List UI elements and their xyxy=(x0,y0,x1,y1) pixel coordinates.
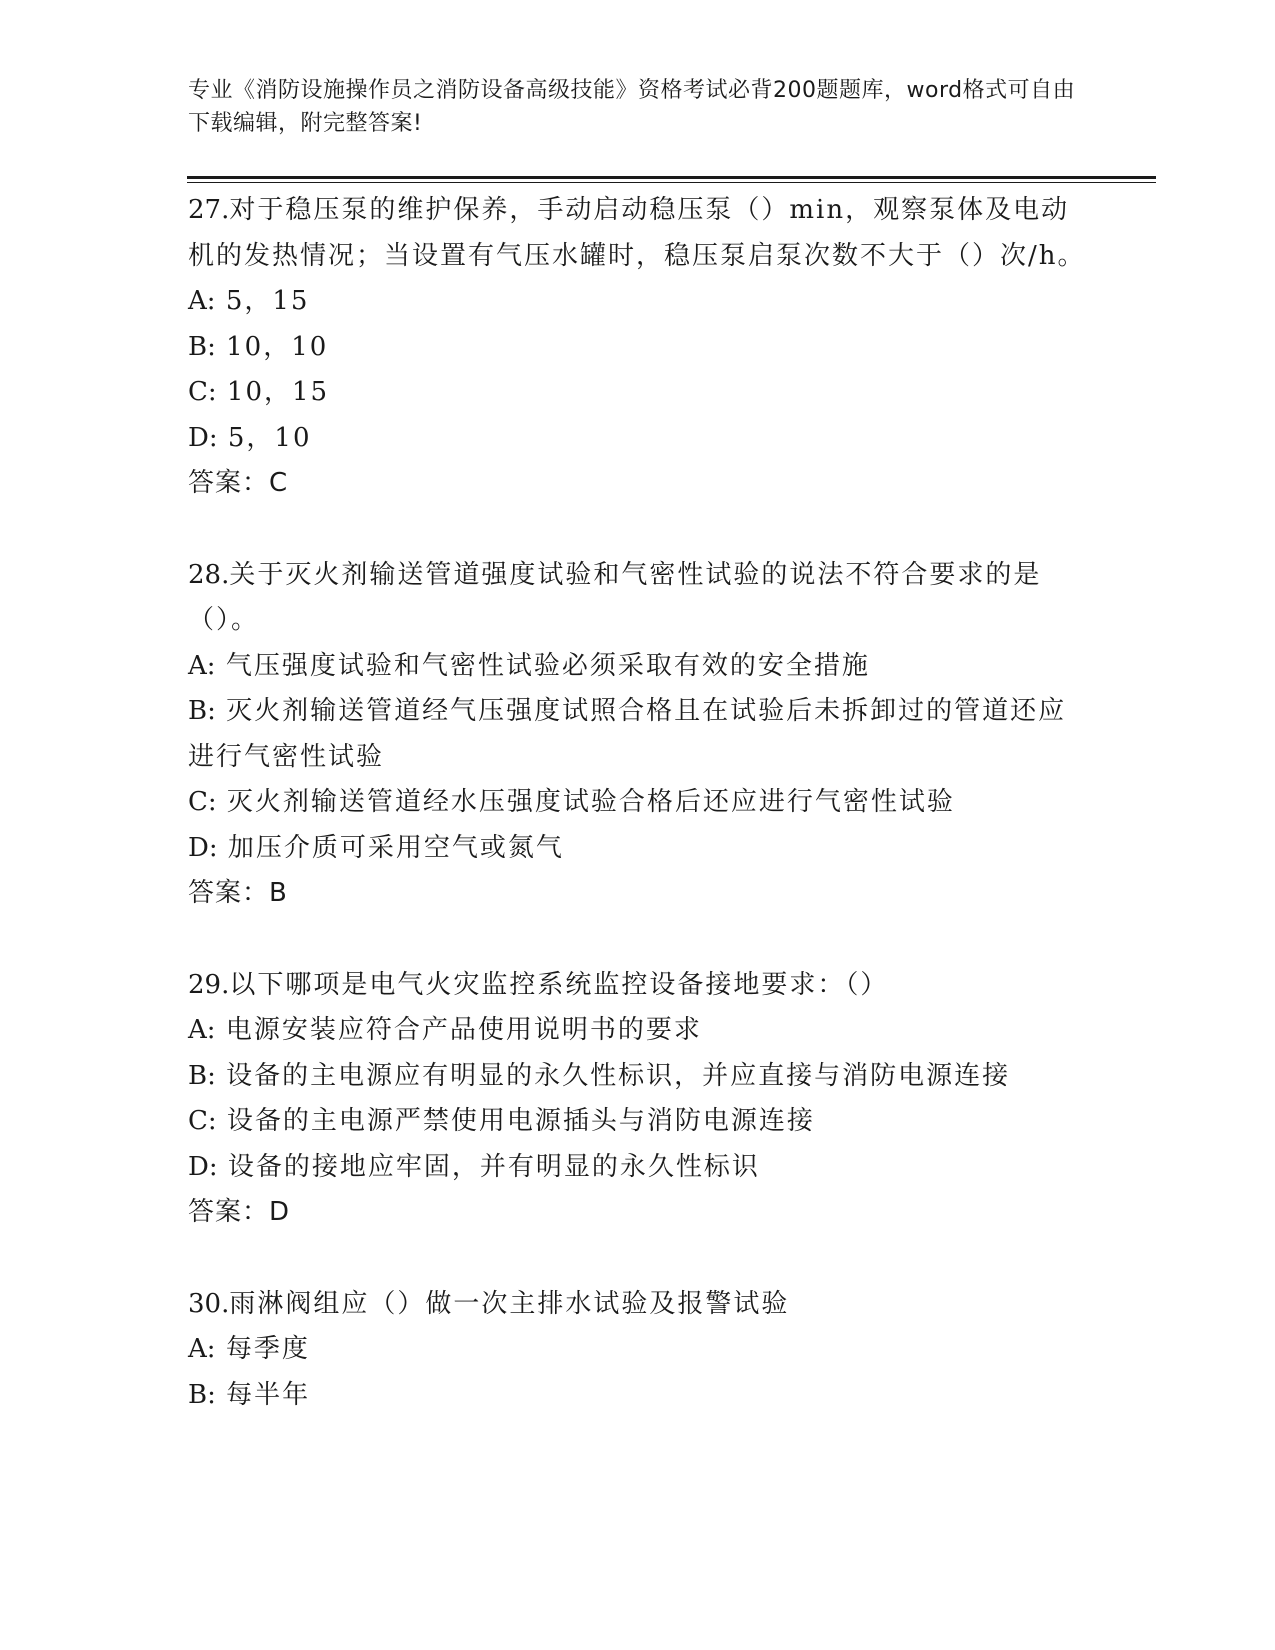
option-key: C: xyxy=(188,787,217,817)
option-a xyxy=(188,644,1088,690)
option-text: 10，10 xyxy=(226,331,329,362)
question-stem xyxy=(188,553,1088,644)
option-c xyxy=(188,370,1088,416)
question-stem xyxy=(188,188,1088,279)
question-number: 27. xyxy=(188,195,230,225)
option-text: 灭火剂输送管道经水压强度试验合格后还应进行气密性试验 xyxy=(226,787,955,817)
question-29 xyxy=(188,963,1088,1236)
header-intro-text: 专业《消防设施操作员之消防设备高级技能》资格考试必背200题题库，word格式可自由下载编辑，附完整答案! xyxy=(188,78,1076,136)
question-text: 关于灭火剂输送管道强度试验和气密性试验的说法不符合要求的是（）。 xyxy=(188,559,1042,635)
answer-line: 答案：C xyxy=(188,468,289,498)
option-key: B: xyxy=(188,331,216,362)
option-text: 设备的主电源应有明显的永久性标识，并应直接与消防电源连接 xyxy=(226,1060,1011,1091)
answer-line: 答案：D xyxy=(188,1197,291,1227)
option-text: 10，15 xyxy=(226,377,330,407)
option-text: 加压介质可采用空气或氮气 xyxy=(227,832,564,863)
question-stem xyxy=(188,1282,1088,1328)
question-27 xyxy=(188,188,1088,507)
option-a xyxy=(188,279,1088,325)
option-key: B: xyxy=(188,1060,216,1091)
option-c xyxy=(188,780,1088,826)
option-d xyxy=(188,416,1088,462)
option-key: D: xyxy=(188,1151,218,1182)
header-divider-thin xyxy=(187,182,1156,183)
question-30 xyxy=(188,1282,1088,1419)
option-b xyxy=(188,1373,1088,1419)
option-d xyxy=(188,826,1088,872)
option-key: A: xyxy=(188,1334,216,1364)
question-text: 雨淋阀组应（）做一次主排水试验及报警试验 xyxy=(229,1288,790,1319)
option-key: D: xyxy=(188,422,218,453)
document-header xyxy=(188,74,1088,140)
question-number: 30. xyxy=(188,1288,230,1319)
question-number: 28. xyxy=(188,559,230,590)
option-d xyxy=(188,1145,1088,1191)
option-b xyxy=(188,325,1088,371)
option-text: 设备的接地应牢固，并有明显的永久性标识 xyxy=(227,1151,760,1182)
question-28 xyxy=(188,553,1088,917)
option-text: 气压强度试验和气密性试验必须采取有效的安全措施 xyxy=(225,650,870,681)
option-key: A: xyxy=(188,650,216,681)
option-text: 设备的主电源严禁使用电源插头与消防电源连接 xyxy=(226,1106,815,1136)
question-text: 对于稳压泵的维护保养，手动启动稳压泵（）min，观察泵体及电动机的发热情况；当设置有气压水罐时，稳压泵启泵次数不大于（）次/h。 xyxy=(188,195,1086,271)
option-a xyxy=(188,1008,1088,1054)
option-c xyxy=(188,1099,1088,1145)
option-key: C: xyxy=(188,377,217,407)
question-stem xyxy=(188,963,1088,1009)
question-number: 29. xyxy=(188,969,230,1000)
option-text: 5，10 xyxy=(227,422,312,453)
option-text: 灭火剂输送管道经气压强度试照合格且在试验后未拆卸过的管道还应进行气密性试验 xyxy=(188,696,1067,772)
option-key: A: xyxy=(188,286,216,316)
option-text: 电源安装应符合产品使用说明书的要求 xyxy=(225,1015,702,1045)
option-key: D: xyxy=(188,832,218,863)
header-divider-thick xyxy=(187,176,1156,179)
option-text: 每季度 xyxy=(225,1334,310,1364)
option-text: 5，15 xyxy=(225,286,310,316)
question-list xyxy=(188,188,1088,1464)
option-key: B: xyxy=(188,1379,216,1410)
option-key: C: xyxy=(188,1106,217,1136)
question-text: 以下哪项是电气火灾监控系统监控设备接地要求：（） xyxy=(229,969,889,1000)
option-key: B: xyxy=(188,696,216,726)
answer-line: 答案：B xyxy=(188,878,288,908)
option-key: A: xyxy=(188,1015,216,1045)
option-b xyxy=(188,689,1088,780)
option-b xyxy=(188,1054,1088,1100)
option-a xyxy=(188,1327,1088,1373)
option-text: 每半年 xyxy=(226,1379,311,1410)
